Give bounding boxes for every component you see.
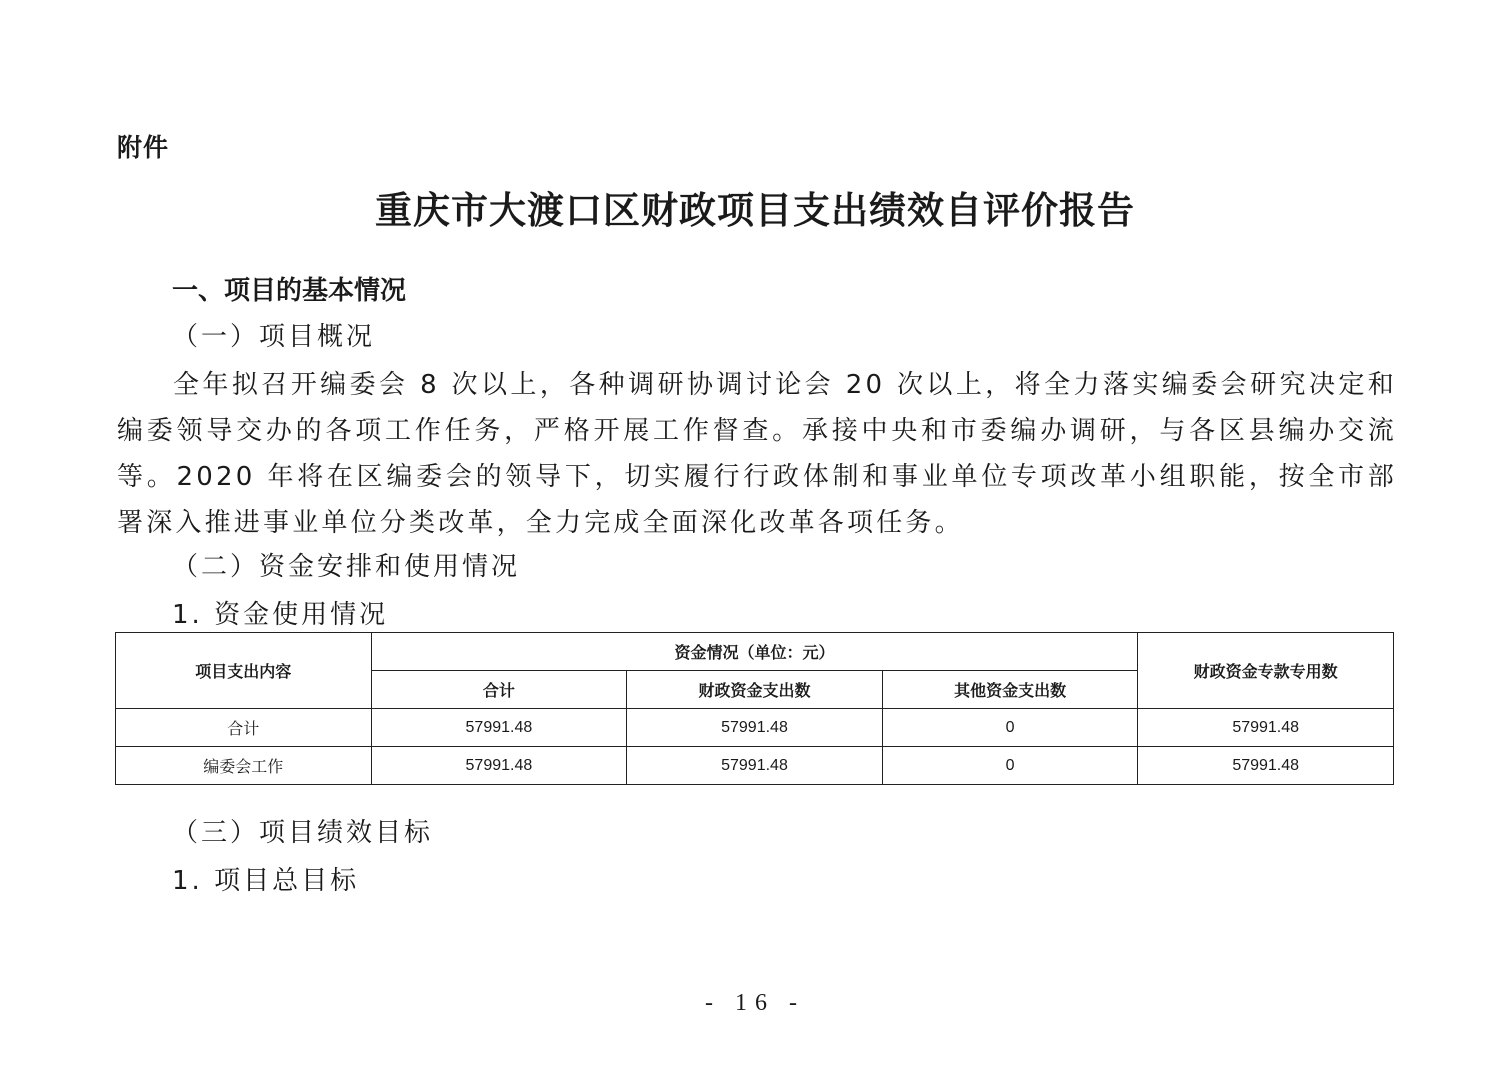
header-total: 合计 bbox=[371, 671, 627, 709]
attachment-label: 附件 bbox=[117, 133, 170, 162]
row-name: 编委会工作 bbox=[116, 747, 372, 785]
header-funds-group: 资金情况（单位：元） bbox=[371, 633, 1138, 671]
row-other: 0 bbox=[882, 747, 1138, 785]
funds-table bbox=[115, 632, 1394, 785]
page-number: - 16 - bbox=[705, 990, 805, 1016]
section-heading-basic-info: 一、项目的基本情况 bbox=[172, 276, 407, 306]
funds-usage-item: 1. 资金使用情况 bbox=[172, 600, 389, 630]
header-special-funds: 财政资金专款专用数 bbox=[1138, 633, 1394, 709]
row-name: 合计 bbox=[116, 709, 372, 747]
row-other: 0 bbox=[882, 709, 1138, 747]
row-special: 57991.48 bbox=[1138, 747, 1394, 785]
row-special: 57991.48 bbox=[1138, 709, 1394, 747]
table-row bbox=[116, 709, 1394, 747]
table-row bbox=[116, 747, 1394, 785]
subsection-heading-goals: （三）项目绩效目标 bbox=[172, 818, 434, 848]
subsection-heading-overview: （一）项目概况 bbox=[172, 322, 376, 352]
overview-paragraph: 全年拟召开编委会 8 次以上，各种调研协调讨论会 20 次以上，将全力落实编委会研究决定和编委领导交办的各项工作任务，严格开展工作督查。承接中央和市委编办调研，与各区县编办交流等。2020 年将在区编委会的领导下，切实履行行政体制和事业单位专项改革小组职能，按全市部署深入推进事业单位分类改革，全力完成全面深化改革各项任务。 bbox=[117, 370, 1397, 538]
header-fiscal-expenditure: 财政资金支出数 bbox=[627, 671, 883, 709]
row-total: 57991.48 bbox=[371, 709, 627, 747]
report-title: 重庆市大渡口区财政项目支出绩效自评价报告 bbox=[375, 188, 1135, 232]
row-fiscal: 57991.48 bbox=[627, 747, 883, 785]
overall-goal-item: 1. 项目总目标 bbox=[172, 866, 360, 896]
subsection-heading-funds: （二）资金安排和使用情况 bbox=[172, 552, 521, 582]
header-other-expenditure: 其他资金支出数 bbox=[882, 671, 1138, 709]
row-total: 57991.48 bbox=[371, 747, 627, 785]
header-project-content: 项目支出内容 bbox=[116, 633, 372, 709]
row-fiscal: 57991.48 bbox=[627, 709, 883, 747]
